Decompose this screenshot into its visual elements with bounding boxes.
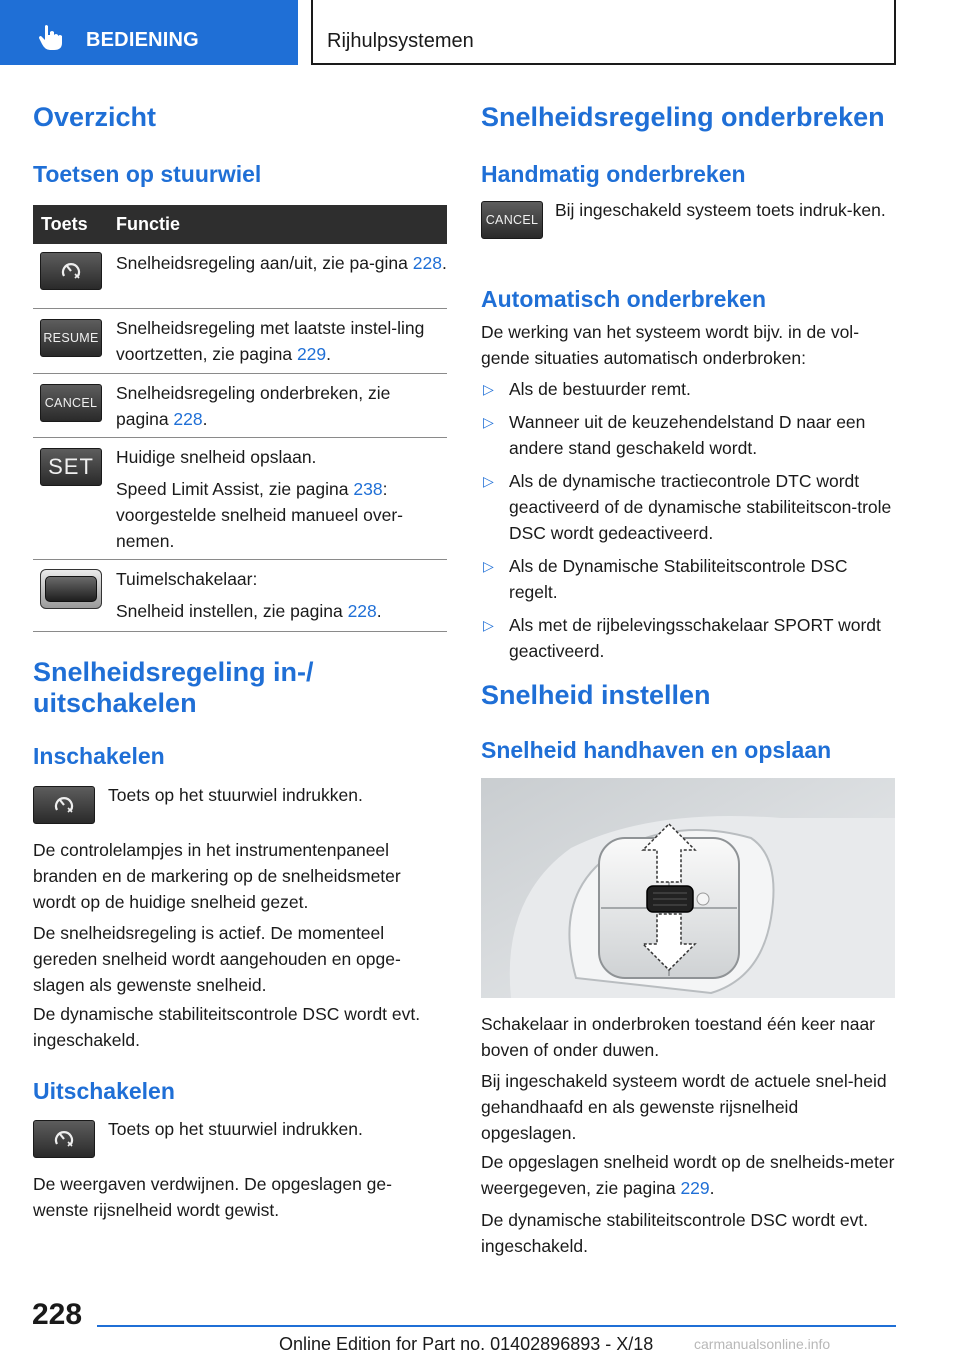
heading-on-off: Snelheidsregeling in-/ uitschakelen bbox=[33, 657, 314, 718]
col-key: Toets bbox=[41, 214, 88, 234]
row-text: Snelheidsregeling met laatste instel-ling voortzetten, zie pagina 229. bbox=[116, 318, 425, 364]
heading-switch-off: Uitschakelen bbox=[33, 1078, 175, 1104]
switch-on-instruction: Toets op het stuurwiel indrukken. bbox=[108, 785, 363, 805]
manual-instruction: Bij ingeschakeld systeem toets indruk-ken. bbox=[555, 200, 886, 220]
chapter-box bbox=[311, 0, 896, 65]
table-row bbox=[33, 244, 447, 309]
cruise-control-icon bbox=[33, 1120, 95, 1158]
page-link[interactable]: 228 bbox=[173, 409, 203, 429]
cancel-button-icon: CANCEL bbox=[481, 201, 543, 239]
automatic-list bbox=[481, 376, 895, 671]
heading-set-speed: Snelheid instellen bbox=[481, 680, 711, 710]
list-item: ▷ Wanneer uit de keuzehendelstand D naar een andere stand geschakeld wordt. bbox=[481, 409, 895, 461]
table-row bbox=[33, 438, 447, 560]
triangle-bullet-icon: ▷ bbox=[483, 473, 494, 489]
switch-off-para-1: De weergaven verdwijnen. De opgeslagen ge-wenste rijsnelheid wordt gewist. bbox=[33, 1174, 392, 1220]
heading-switch-on: Inschakelen bbox=[33, 743, 165, 769]
table-row bbox=[33, 374, 447, 438]
chapter-title: Rijhulpsystemen bbox=[327, 30, 474, 52]
heading-overview: Overzicht bbox=[33, 102, 157, 132]
switch-on-para-2: De snelheidsregeling is actief. De momenteel gereden snelheid wordt aangehouden en opge-slagen als gewenste snelheid. bbox=[33, 923, 401, 995]
cancel-button-icon: CANCEL bbox=[40, 384, 102, 422]
heading-keys: Toetsen op stuurwiel bbox=[33, 161, 262, 187]
row-text: Snelheid instellen, zie pagina 228. bbox=[116, 601, 382, 621]
triangle-bullet-icon: ▷ bbox=[483, 558, 494, 574]
set-button-icon: SET bbox=[40, 448, 102, 486]
edition-note: Online Edition for Part no. 01402896893 - X/18 bbox=[279, 1334, 654, 1354]
col-function: Functie bbox=[116, 214, 181, 234]
triangle-bullet-icon: ▷ bbox=[483, 381, 494, 397]
heading-manual: Handmatig onderbreken bbox=[481, 161, 746, 187]
page-link[interactable]: 238 bbox=[353, 479, 383, 499]
cruise-control-icon bbox=[40, 252, 102, 290]
heading-interrupt: Snelheidsregeling onderbreken bbox=[481, 102, 885, 132]
keep-para-2: Bij ingeschakeld systeem wordt de actuele snel-heid gehandhaafd en als gewenste rijsnelheid opgeslagen. bbox=[481, 1071, 887, 1143]
footer-divider bbox=[97, 1325, 896, 1327]
hand-icon bbox=[36, 22, 66, 52]
page-link[interactable]: 229 bbox=[680, 1178, 710, 1198]
list-item: ▷ Als met de rijbelevingsschakelaar SPORT wordt geactiveerd. bbox=[481, 612, 895, 664]
list-item: ▷ Als de Dynamische Stabiliteitscontrole DSC regelt. bbox=[481, 553, 895, 605]
table-row bbox=[33, 560, 447, 632]
switch-off-instruction: Toets op het stuurwiel indrukken. bbox=[108, 1119, 363, 1139]
table-header bbox=[33, 205, 447, 244]
page-link[interactable]: 229 bbox=[296, 344, 327, 364]
table-row bbox=[33, 309, 447, 374]
triangle-bullet-icon: ▷ bbox=[483, 617, 494, 633]
keys-table bbox=[33, 205, 447, 632]
list-item: ▷ Als de dynamische tractiecontrole DTC wordt geactiveerd of de dynamische stabiliteitscon-trole DSC wordt gedeactiveerd. bbox=[481, 468, 895, 546]
switch-on-para-1: De controlelampjes in het instrumentenpaneel branden en de markering op de snelheidsmeter wordt op de huidige snelheid gezet. bbox=[33, 840, 401, 912]
automatic-intro: De werking van het systeem wordt bijv. in de vol-gende situaties automatisch onderbroken: bbox=[481, 322, 860, 368]
keep-para-4: De dynamische stabiliteitscontrole DSC wordt evt. ingeschakeld. bbox=[481, 1210, 869, 1256]
triangle-bullet-icon: ▷ bbox=[483, 414, 494, 430]
heading-keep-speed: Snelheid handhaven en opslaan bbox=[481, 737, 832, 763]
rocker-switch-icon bbox=[40, 569, 102, 609]
section-tab bbox=[0, 0, 298, 65]
keep-para-1: Schakelaar in onderbroken toestand één keer naar boven of onder duwen. bbox=[481, 1014, 876, 1060]
steering-switch-photo bbox=[481, 778, 895, 998]
watermark: carmanualsonline.info bbox=[694, 1336, 831, 1352]
switch-on-para-3: De dynamische stabiliteitscontrole DSC wordt evt. ingeschakeld. bbox=[33, 1004, 421, 1050]
heading-automatic: Automatisch onderbreken bbox=[481, 286, 766, 312]
row-text: Speed Limit Assist, zie pagina 238: voorgestelde snelheid manueel over-nemen. bbox=[116, 479, 403, 551]
section-label: BEDIENING bbox=[86, 29, 199, 51]
row-text-line1: Tuimelschakelaar: bbox=[116, 569, 258, 589]
cruise-control-icon bbox=[33, 786, 95, 824]
page-link[interactable]: 228 bbox=[412, 253, 442, 273]
row-text: Snelheidsregeling onderbreken, zie pagina 228. bbox=[116, 383, 391, 429]
list-item: ▷ Als de bestuurder remt. bbox=[481, 376, 895, 402]
page-number: 228 bbox=[32, 1298, 83, 1331]
row-text: Snelheidsregeling aan/uit, zie pa-gina 228. bbox=[116, 253, 447, 273]
resume-button-icon: RESUME bbox=[40, 319, 102, 357]
row-text-line1: Huidige snelheid opslaan. bbox=[116, 447, 317, 467]
page-link[interactable]: 228 bbox=[347, 601, 377, 621]
keep-para-3: De opgeslagen snelheid wordt op de snelheids-meter weergegeven, zie pagina 229. bbox=[481, 1152, 895, 1198]
